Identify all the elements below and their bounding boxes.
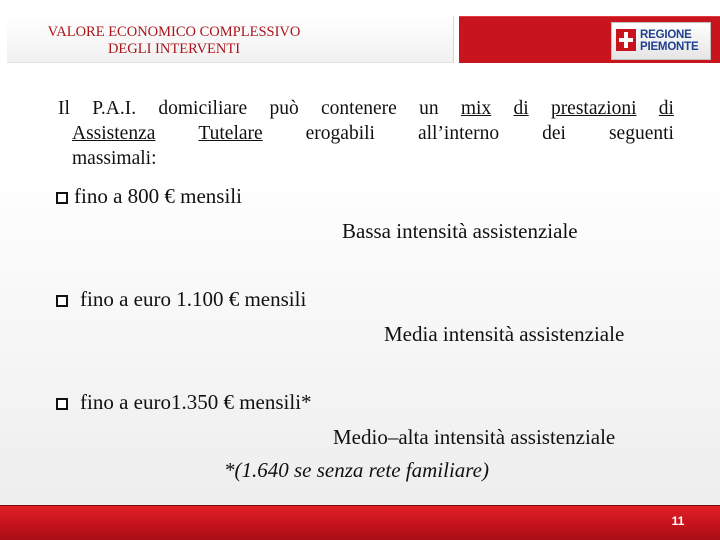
intro-word-underlined: di (658, 98, 674, 119)
list-item (56, 183, 242, 209)
intro-word: domiciliare (158, 98, 248, 119)
intro-word-underlined: Assistenza (72, 123, 156, 144)
item-level: Medio–alta intensità assistenziale (333, 425, 616, 449)
intro-word: contenere (321, 98, 397, 119)
item-amount: fino a euro 1.100 € mensili (80, 287, 307, 311)
intro-word: erogabili (305, 123, 375, 144)
intro-line-1 (58, 96, 674, 121)
item-level: Bassa intensità assistenziale (342, 219, 578, 243)
intro-word: seguenti (608, 123, 674, 144)
intro-word: può (269, 98, 299, 119)
item-amount: fino a 800 € mensili (74, 184, 242, 208)
footer-divider (0, 505, 720, 506)
intro-word: massimali: (72, 148, 157, 169)
list-item (56, 389, 312, 415)
intro-word-underlined: Tutelare (198, 123, 263, 144)
logo-text (640, 29, 708, 53)
regione-piemonte-logo (611, 22, 711, 60)
intro-paragraph (58, 96, 674, 171)
slide-title (24, 24, 324, 58)
intro-word: un (419, 98, 439, 119)
logo-line-1: REGIONE (640, 29, 692, 41)
intro-word-underlined: prestazioni (550, 98, 637, 119)
item-amount: fino a euro1.350 € mensili* (80, 390, 312, 414)
intro-word: P.A.I. (92, 98, 137, 119)
intro-line-2 (58, 121, 674, 146)
intro-line-3 (58, 146, 674, 171)
intro-word: Il (58, 98, 70, 119)
checkbox-bullet-icon (56, 398, 68, 410)
intro-word: dei (542, 123, 566, 144)
intro-word-underlined: mix (460, 98, 492, 119)
logo-line-2: PIEMONTE (640, 41, 699, 53)
checkbox-bullet-icon (56, 192, 68, 204)
checkbox-bullet-icon (56, 295, 68, 307)
title-line-2: DEGLI INTERVENTI (107, 41, 241, 57)
item-level: Media intensità assistenziale (384, 322, 625, 346)
intro-word: all’interno (417, 123, 500, 144)
intro-word-underlined: di (513, 98, 529, 119)
page-number: 11 (671, 514, 685, 528)
item-note: *(1.640 se senza rete familiare) (224, 458, 489, 482)
list-item (56, 286, 306, 312)
title-line-1: VALORE ECONOMICO COMPLESSIVO (47, 24, 301, 40)
cross-flag-icon (616, 29, 636, 51)
footer-bar (0, 505, 720, 540)
